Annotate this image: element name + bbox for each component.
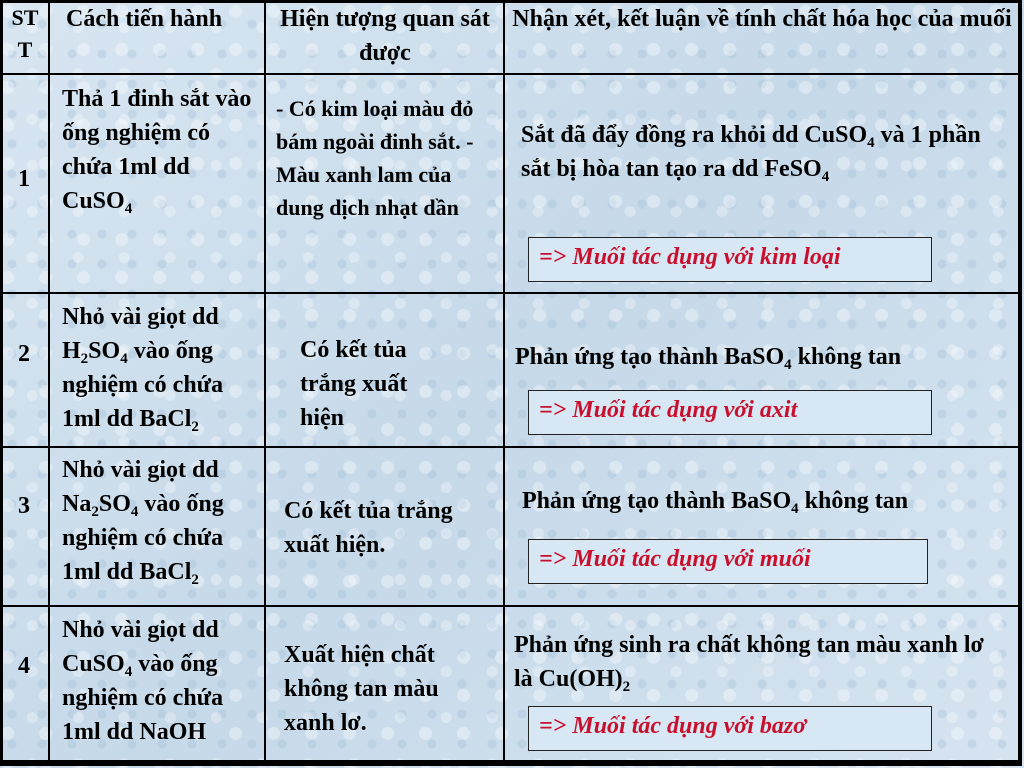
method-row-1 — [62, 82, 262, 218]
method-text: Nhỏ vài giọt dd $H_2SO_4$ vào ống nghiệm có chứa 1ml dd BaCl$_2$ — [62, 304, 224, 435]
row-divider-2 — [0, 446, 1022, 448]
remark-text: Phản ứng tạo thành BaSO$_4$ không tan — [522, 488, 909, 517]
row-number-2: 2 — [18, 341, 30, 367]
remark-text: Phản ứng tạo thành BaSO$_4$ không tan — [515, 344, 902, 373]
observation-row-1 — [276, 92, 500, 224]
conclusion-box-row-4: => Muối tác dụng với bazơ — [528, 706, 932, 751]
observation-text: - Có kim loại màu đỏ bám ngoài đinh sắt. - Màu xanh lam của dung dịch nhạt dần — [276, 96, 474, 220]
conclusion-box-row-3: => Muối tác dụng với muối — [528, 539, 928, 584]
conclusion-box-row-2: => Muối tác dụng với axit — [528, 390, 932, 435]
method-row-3 — [62, 453, 262, 589]
column-divider-1 — [48, 0, 50, 763]
observation-text: Có kết tủa trắng xuất hiện. — [284, 498, 453, 558]
method-text: Nhỏ vài giọt dd CuSO$_4$ vào ống nghiệm có chứa 1ml dd NaOH — [62, 617, 224, 745]
header-method: Cách tiến hành — [66, 6, 223, 32]
table-border-left — [0, 0, 3, 763]
column-divider-2 — [264, 0, 266, 763]
conclusion-box-row-1: => Muối tác dụng với kim loại — [528, 237, 932, 282]
row-number-3: 3 — [18, 493, 30, 519]
header-stt: STT — [11, 5, 39, 62]
header-observation: Hiện tượng quan sát được — [280, 6, 490, 66]
method-text: Nhỏ vài giọt dd $Na_2SO_4$ vào ống nghiệm có chứa 1ml dd BaCl$_2$ — [62, 457, 224, 588]
row-divider-1 — [0, 292, 1022, 294]
observation-row-2 — [300, 333, 450, 435]
observation-text: Xuất hiện chất không tan màu xanh lơ. — [284, 642, 439, 736]
column-divider-3 — [503, 0, 505, 763]
method-text: Thả 1 đinh sắt vào ống nghiệm có chứa 1ml dd CuSO$_4$ — [62, 86, 252, 217]
header-divider — [0, 73, 1022, 75]
row-number-4: 4 — [18, 653, 30, 679]
remark-text: Phản ứng sinh ra chất không tan màu xanh lơ là $Cu(OH)_2$ — [514, 632, 984, 695]
remark-row-3 — [522, 484, 1014, 518]
remark-row-4 — [514, 628, 1008, 696]
row-number-1: 1 — [18, 166, 30, 192]
remark-row-1 — [521, 118, 1011, 186]
observation-text: Có kết tủa trắng xuất hiện — [300, 337, 408, 431]
table-border-bottom — [0, 760, 1022, 763]
method-row-4 — [62, 613, 262, 749]
remark-text: Sắt đã đẩy đồng ra khỏi dd CuSO$_4$ và 1 phần sắt bị hòa tan tạo ra dd FeSO$_4$ — [521, 122, 981, 185]
method-row-2 — [62, 300, 262, 436]
remark-row-2 — [515, 340, 1015, 374]
row-divider-3 — [0, 605, 1022, 607]
observation-row-4 — [284, 638, 484, 740]
observation-row-3 — [284, 494, 494, 562]
header-remark: Nhận xét, kết luận về tính chất hóa học của muối — [512, 6, 1012, 32]
